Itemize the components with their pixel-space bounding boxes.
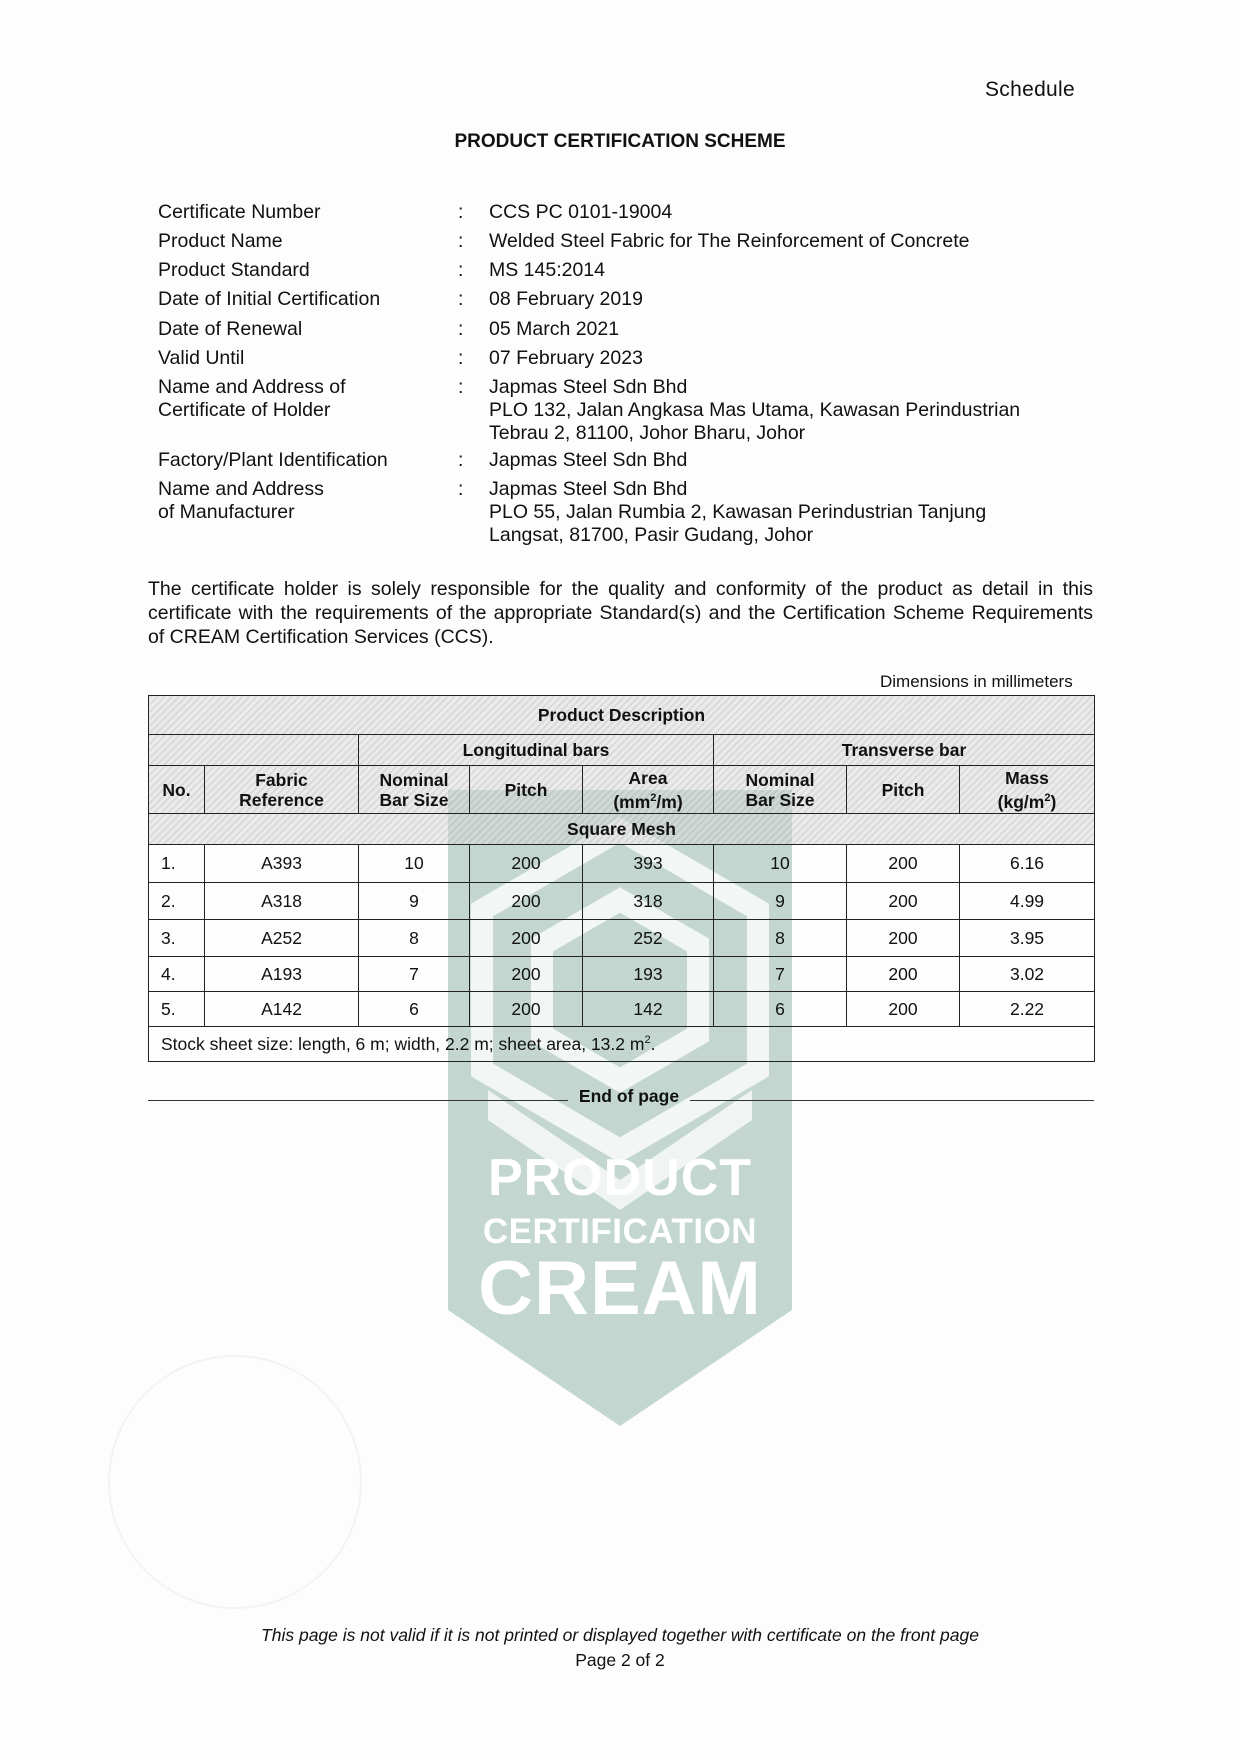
- info-colon: :: [458, 288, 464, 310]
- cell-area: 252: [583, 920, 714, 957]
- table-section-row: [149, 814, 1095, 845]
- info-value: CCS PC 0101-19004: [489, 201, 673, 223]
- header-line: Bar Size: [745, 789, 815, 810]
- cell-mass: 3.95: [960, 920, 1095, 957]
- page-number: Page 2 of 2: [575, 1650, 665, 1670]
- table-title-row: [149, 696, 1095, 735]
- info-value: Japmas Steel Sdn Bhd PLO 55, Jalan Rumbia 2, Kawasan Perindustrian Tanjung Langsat, 81700, Pasir Gudang, Johor: [489, 478, 987, 546]
- cell-area: 318: [583, 883, 714, 920]
- cell-nominal-bar-size: 7: [359, 957, 470, 992]
- info-label: Certificate Number: [158, 201, 321, 223]
- cell-transverse-pitch: 200: [847, 845, 960, 883]
- cell-transverse-size: 6: [714, 992, 847, 1027]
- cell-transverse-size: 8: [714, 920, 847, 957]
- table-row: [149, 883, 1095, 920]
- info-value: Japmas Steel Sdn Bhd PLO 132, Jalan Angkasa Mas Utama, Kawasan Perindustrian Tebrau 2, 81100, Johor Bharu, Johor: [489, 376, 1021, 444]
- page-title: PRODUCT CERTIFICATION SCHEME: [454, 131, 786, 152]
- col-header-no: No.: [149, 766, 205, 814]
- col-header-transverse-nominal: [714, 766, 847, 814]
- product-description-table: [148, 695, 1095, 1062]
- info-label: Date of Renewal: [158, 318, 303, 340]
- info-value: MS 145:2014: [489, 259, 606, 281]
- cell-mass: 4.99: [960, 883, 1095, 920]
- cell-transverse-pitch: 200: [847, 883, 960, 920]
- end-divider-right: [690, 1100, 1094, 1101]
- cell-transverse-size: 7: [714, 957, 847, 992]
- header-line: Bar Size: [379, 789, 449, 810]
- info-colon: :: [458, 376, 464, 398]
- superscript: 2: [650, 791, 657, 804]
- cell-transverse-pitch: 200: [847, 957, 960, 992]
- cell-nominal-bar-size: 8: [359, 920, 470, 957]
- cell-fabric-reference: A318: [205, 883, 359, 920]
- info-label: Factory/Plant Identification: [158, 449, 388, 471]
- header-line: ): [1050, 791, 1057, 812]
- info-colon: :: [458, 449, 464, 471]
- table-title: Product Description: [149, 696, 1095, 735]
- dimensions-note: Dimensions in millimeters: [880, 672, 1073, 691]
- info-label: Date of Initial Certification: [158, 288, 381, 310]
- info-colon: :: [458, 478, 464, 500]
- group-longitudinal-bars: Longitudinal bars: [359, 735, 714, 766]
- info-colon: :: [458, 230, 464, 252]
- cell-transverse-pitch: 200: [847, 992, 960, 1027]
- end-divider-left: [148, 1100, 568, 1101]
- header-line: /m): [656, 791, 683, 812]
- cell-no: 4.: [149, 957, 205, 992]
- header-line: Reference: [239, 789, 324, 810]
- cell-no: 1.: [149, 845, 205, 883]
- superscript: 2: [644, 1033, 651, 1046]
- table-note-row: [149, 1027, 1095, 1062]
- note-text: Stock sheet size: length, 6 m; width, 2.2 m; sheet area, 13.2 m: [161, 1033, 645, 1054]
- info-colon: :: [458, 201, 464, 223]
- watermark-text-certification: CERTIFICATION: [482, 1212, 758, 1251]
- header-line: Area: [628, 767, 668, 788]
- info-colon: :: [458, 318, 464, 340]
- cell-area: 142: [583, 992, 714, 1027]
- responsibility-paragraph: The certificate holder is solely responsible for the quality and conformity of the product as detail in this certificate with the requirements of the appropriate Standard(s) and the Certification Scheme Requirements of CREAM Certification Services (CCS).: [148, 578, 1093, 648]
- info-label: Valid Until: [158, 347, 245, 369]
- end-of-page-label: End of page: [578, 1086, 680, 1106]
- cell-pitch: 200: [470, 957, 583, 992]
- header-line: Fabric: [255, 769, 308, 790]
- info-colon: :: [458, 347, 464, 369]
- table-header-row: [149, 766, 1095, 814]
- info-value: Japmas Steel Sdn Bhd: [489, 449, 688, 471]
- cell-fabric-reference: A252: [205, 920, 359, 957]
- info-label: Name and Address of Manufacturer: [158, 478, 324, 523]
- cell-pitch: 200: [470, 883, 583, 920]
- info-label: Name and Address of Certificate of Holder: [158, 376, 346, 421]
- cell-nominal-bar-size: 10: [359, 845, 470, 883]
- table-row: [149, 957, 1095, 992]
- info-value: Welded Steel Fabric for The Reinforcement of Concrete: [489, 230, 970, 252]
- faint-seal-stamp: [108, 1355, 362, 1609]
- cell-pitch: 200: [470, 920, 583, 957]
- table-group-row: [149, 735, 1095, 766]
- header-line: Mass: [1005, 767, 1049, 788]
- note-text: .: [650, 1033, 656, 1054]
- cell-fabric-reference: A142: [205, 992, 359, 1027]
- section-square-mesh: Square Mesh: [149, 814, 1095, 845]
- stock-sheet-note: [149, 1027, 1095, 1062]
- header-line: (mm: [613, 791, 651, 812]
- cell-pitch: 200: [470, 845, 583, 883]
- header-line: (kg/m: [997, 791, 1045, 812]
- info-label: Product Standard: [158, 259, 310, 281]
- col-header-pitch: Pitch: [470, 766, 583, 814]
- cell-mass: 2.22: [960, 992, 1095, 1027]
- footer-validity-note: This page is not valid if it is not printed or displayed together with certificate on the front page: [261, 1625, 979, 1645]
- info-colon: :: [458, 259, 464, 281]
- table-row: [149, 920, 1095, 957]
- table-row: [149, 992, 1095, 1027]
- cell-nominal-bar-size: 9: [359, 883, 470, 920]
- cell-no: 2.: [149, 883, 205, 920]
- cell-transverse-size: 9: [714, 883, 847, 920]
- info-value: 07 February 2023: [489, 347, 643, 369]
- info-label: Product Name: [158, 230, 283, 252]
- col-header-fabric-reference: [205, 766, 359, 814]
- cell-transverse-pitch: 200: [847, 920, 960, 957]
- header-line: Nominal: [379, 769, 449, 790]
- col-header-nominal-bar-size: [359, 766, 470, 814]
- group-transverse-bar: Transverse bar: [714, 735, 1095, 766]
- cell-no: 5.: [149, 992, 205, 1027]
- cell-mass: 3.02: [960, 957, 1095, 992]
- col-header-mass: [960, 766, 1095, 814]
- superscript: 2: [1044, 791, 1051, 804]
- cell-nominal-bar-size: 6: [359, 992, 470, 1027]
- cell-area: 393: [583, 845, 714, 883]
- table-group-blank: [149, 735, 359, 766]
- header-line: Nominal: [745, 769, 815, 790]
- cell-pitch: 200: [470, 992, 583, 1027]
- cell-transverse-size: 10: [714, 845, 847, 883]
- cell-mass: 6.16: [960, 845, 1095, 883]
- info-value: 05 March 2021: [489, 318, 620, 340]
- info-value: 08 February 2019: [489, 288, 643, 310]
- watermark-text-product: PRODUCT: [487, 1149, 753, 1207]
- col-header-area: [583, 766, 714, 814]
- cell-fabric-reference: A193: [205, 957, 359, 992]
- cell-fabric-reference: A393: [205, 845, 359, 883]
- watermark-text-cream: CREAM: [478, 1246, 762, 1331]
- cell-no: 3.: [149, 920, 205, 957]
- cell-area: 193: [583, 957, 714, 992]
- table-row: [149, 845, 1095, 883]
- col-header-transverse-pitch: Pitch: [847, 766, 960, 814]
- schedule-label: Schedule: [985, 78, 1075, 101]
